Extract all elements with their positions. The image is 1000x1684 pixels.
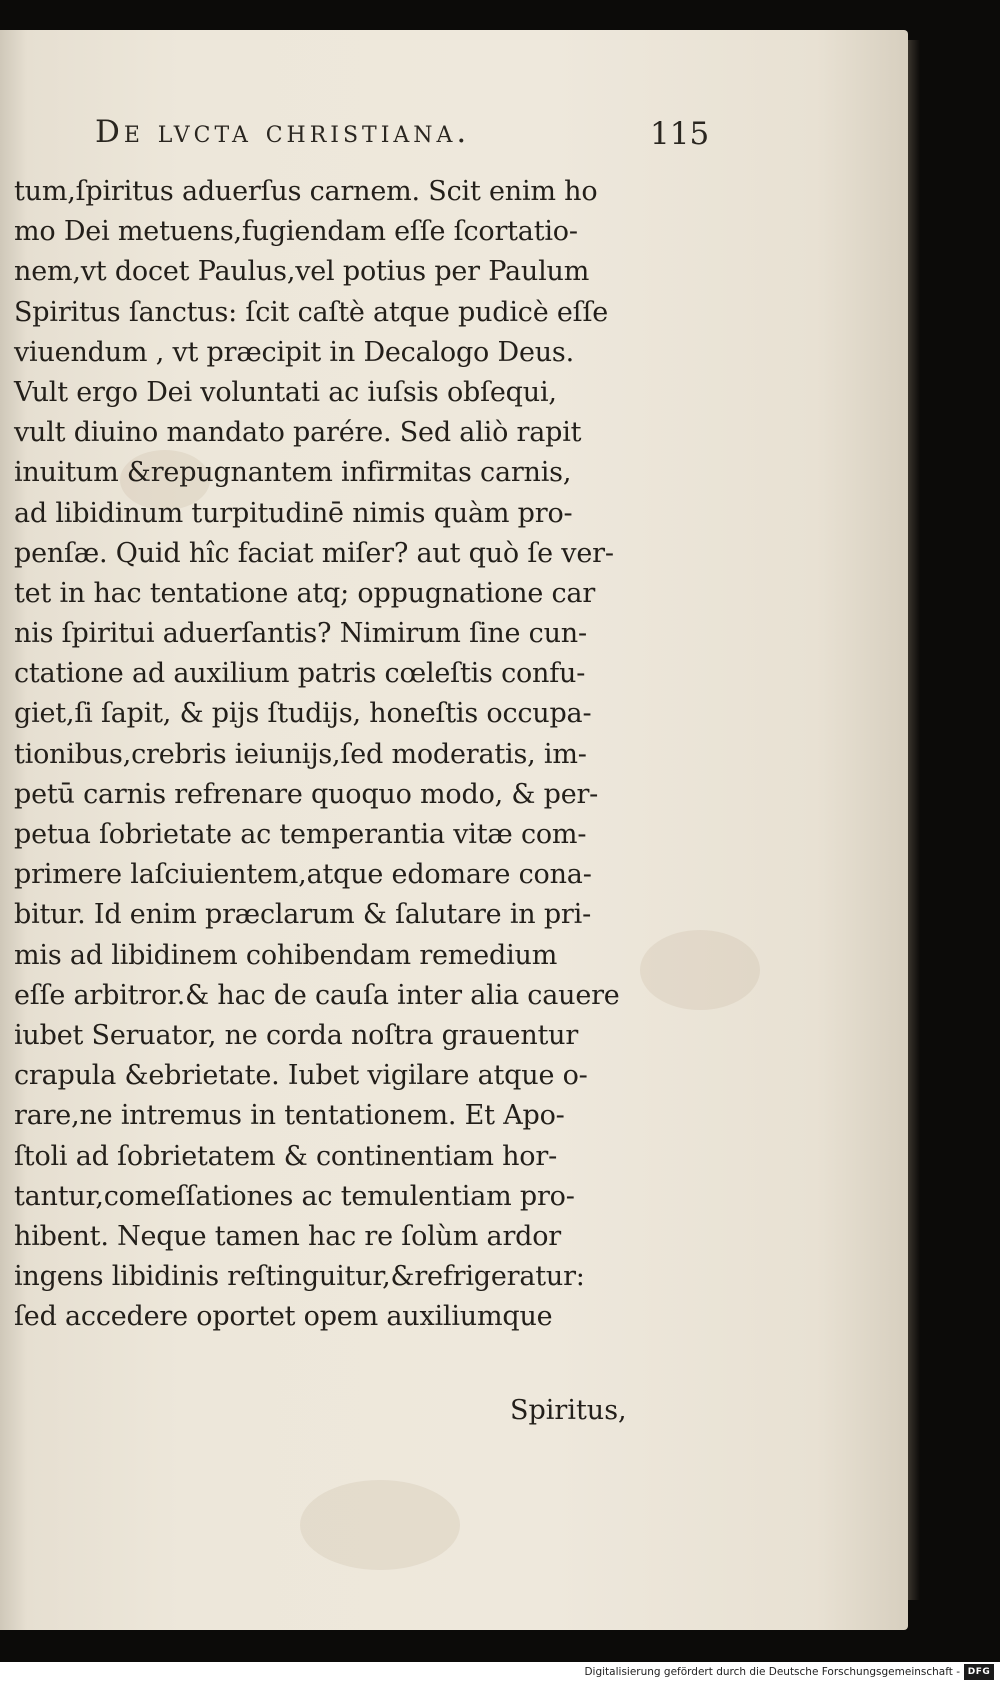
text-line: penſæ. Quid hîc faciat miſer? aut quò ſe ver-: [14, 537, 614, 569]
text-line: Vult ergo Dei voluntati ac iuſsis obſequi,: [14, 376, 557, 408]
text-line: crapula &ebrietate. Iubet vigilare atque o-: [14, 1060, 588, 1092]
body-text: [14, 172, 694, 1337]
text-line: giet,ſi ſapit, & pijs ſtudijs, honeſtis occupa-: [14, 698, 592, 730]
text-line: primere laſciuientem,atque edomare cona-: [14, 859, 592, 891]
text-line: inuitum &repugnantem infirmitas carnis,: [14, 457, 572, 489]
paper-sheet: [0, 30, 908, 1630]
text-line: tantur,comeſſationes ac temulentiam pro-: [14, 1180, 575, 1212]
page-header: [95, 114, 710, 162]
text-line: iubet Seruator, ne corda noſtra grauentur: [14, 1019, 579, 1051]
dfg-logo: DFG: [964, 1664, 994, 1680]
text-line: petua ſobrietate ac temperantia vitæ com-: [14, 819, 587, 850]
text-line: mis ad libidinem cohibendam remedium: [14, 939, 558, 971]
text-line: eſſe arbitror.& hac de cauſa inter alia cauere: [14, 979, 620, 1011]
credit-separator: -: [952, 1666, 960, 1678]
text-line: bitur. Id enim præclarum & ſalutare in pri-: [14, 899, 591, 931]
catchword: Spiritus,: [510, 1395, 627, 1426]
footer-strip: [0, 1662, 1000, 1684]
text-line: viuendum , vt præcipit in Decalogo Deus.: [14, 336, 574, 368]
text-line: ingens libidinis reſtinguitur,&refrigeratur:: [14, 1261, 585, 1293]
text-line: hibent. Neque tamen hac re ſolùm ardor: [14, 1220, 561, 1252]
text-line: petū carnis refrenare quoquo modo, & per-: [14, 778, 599, 810]
text-line: vult diuino mandato parére. Sed aliò rapit: [14, 417, 582, 449]
digitization-credit: [584, 1666, 960, 1678]
text-line: tionibus,crebris ieiunijs,ſed moderatis, im-: [14, 738, 587, 770]
text-line: nis ſpiritui aduerſantis? Nimirum ſine cun-: [14, 618, 587, 650]
text-line: tum,ſpiritus aduerſus carnem. Scit enim ho: [14, 176, 598, 207]
text-line: ctatione ad auxilium patris cœleſtis confu-: [14, 658, 586, 690]
text-line: rare,ne intremus in tentationem. Et Apo-: [14, 1100, 565, 1132]
running-title: De lvcta christiana.: [95, 114, 471, 150]
text-line: mo Dei metuens,fugiendam eſſe ſcortatio-: [14, 216, 578, 248]
text-line: tet in hac tentatione atq; oppugnatione car: [14, 577, 596, 609]
text-line: ſed accedere oportet opem auxiliumque: [14, 1301, 553, 1333]
text-line: nem,vt docet Paulus,vel potius per Paulum: [14, 256, 590, 288]
foxing-stain: [300, 1480, 460, 1570]
text-line: Spiritus ſanctus: ſcit caſtè atque pudicè eſſe: [14, 296, 609, 328]
text-line: ad libidinum turpitudinē nimis quàm pro-: [14, 497, 573, 529]
page-number: 115: [650, 116, 710, 152]
text-line: ſtoli ad ſobrietatem & continentiam hor-: [14, 1140, 557, 1172]
credit-text: Digitalisierung gefördert durch die Deutsche Forschungsgemeinschaft: [584, 1666, 953, 1678]
